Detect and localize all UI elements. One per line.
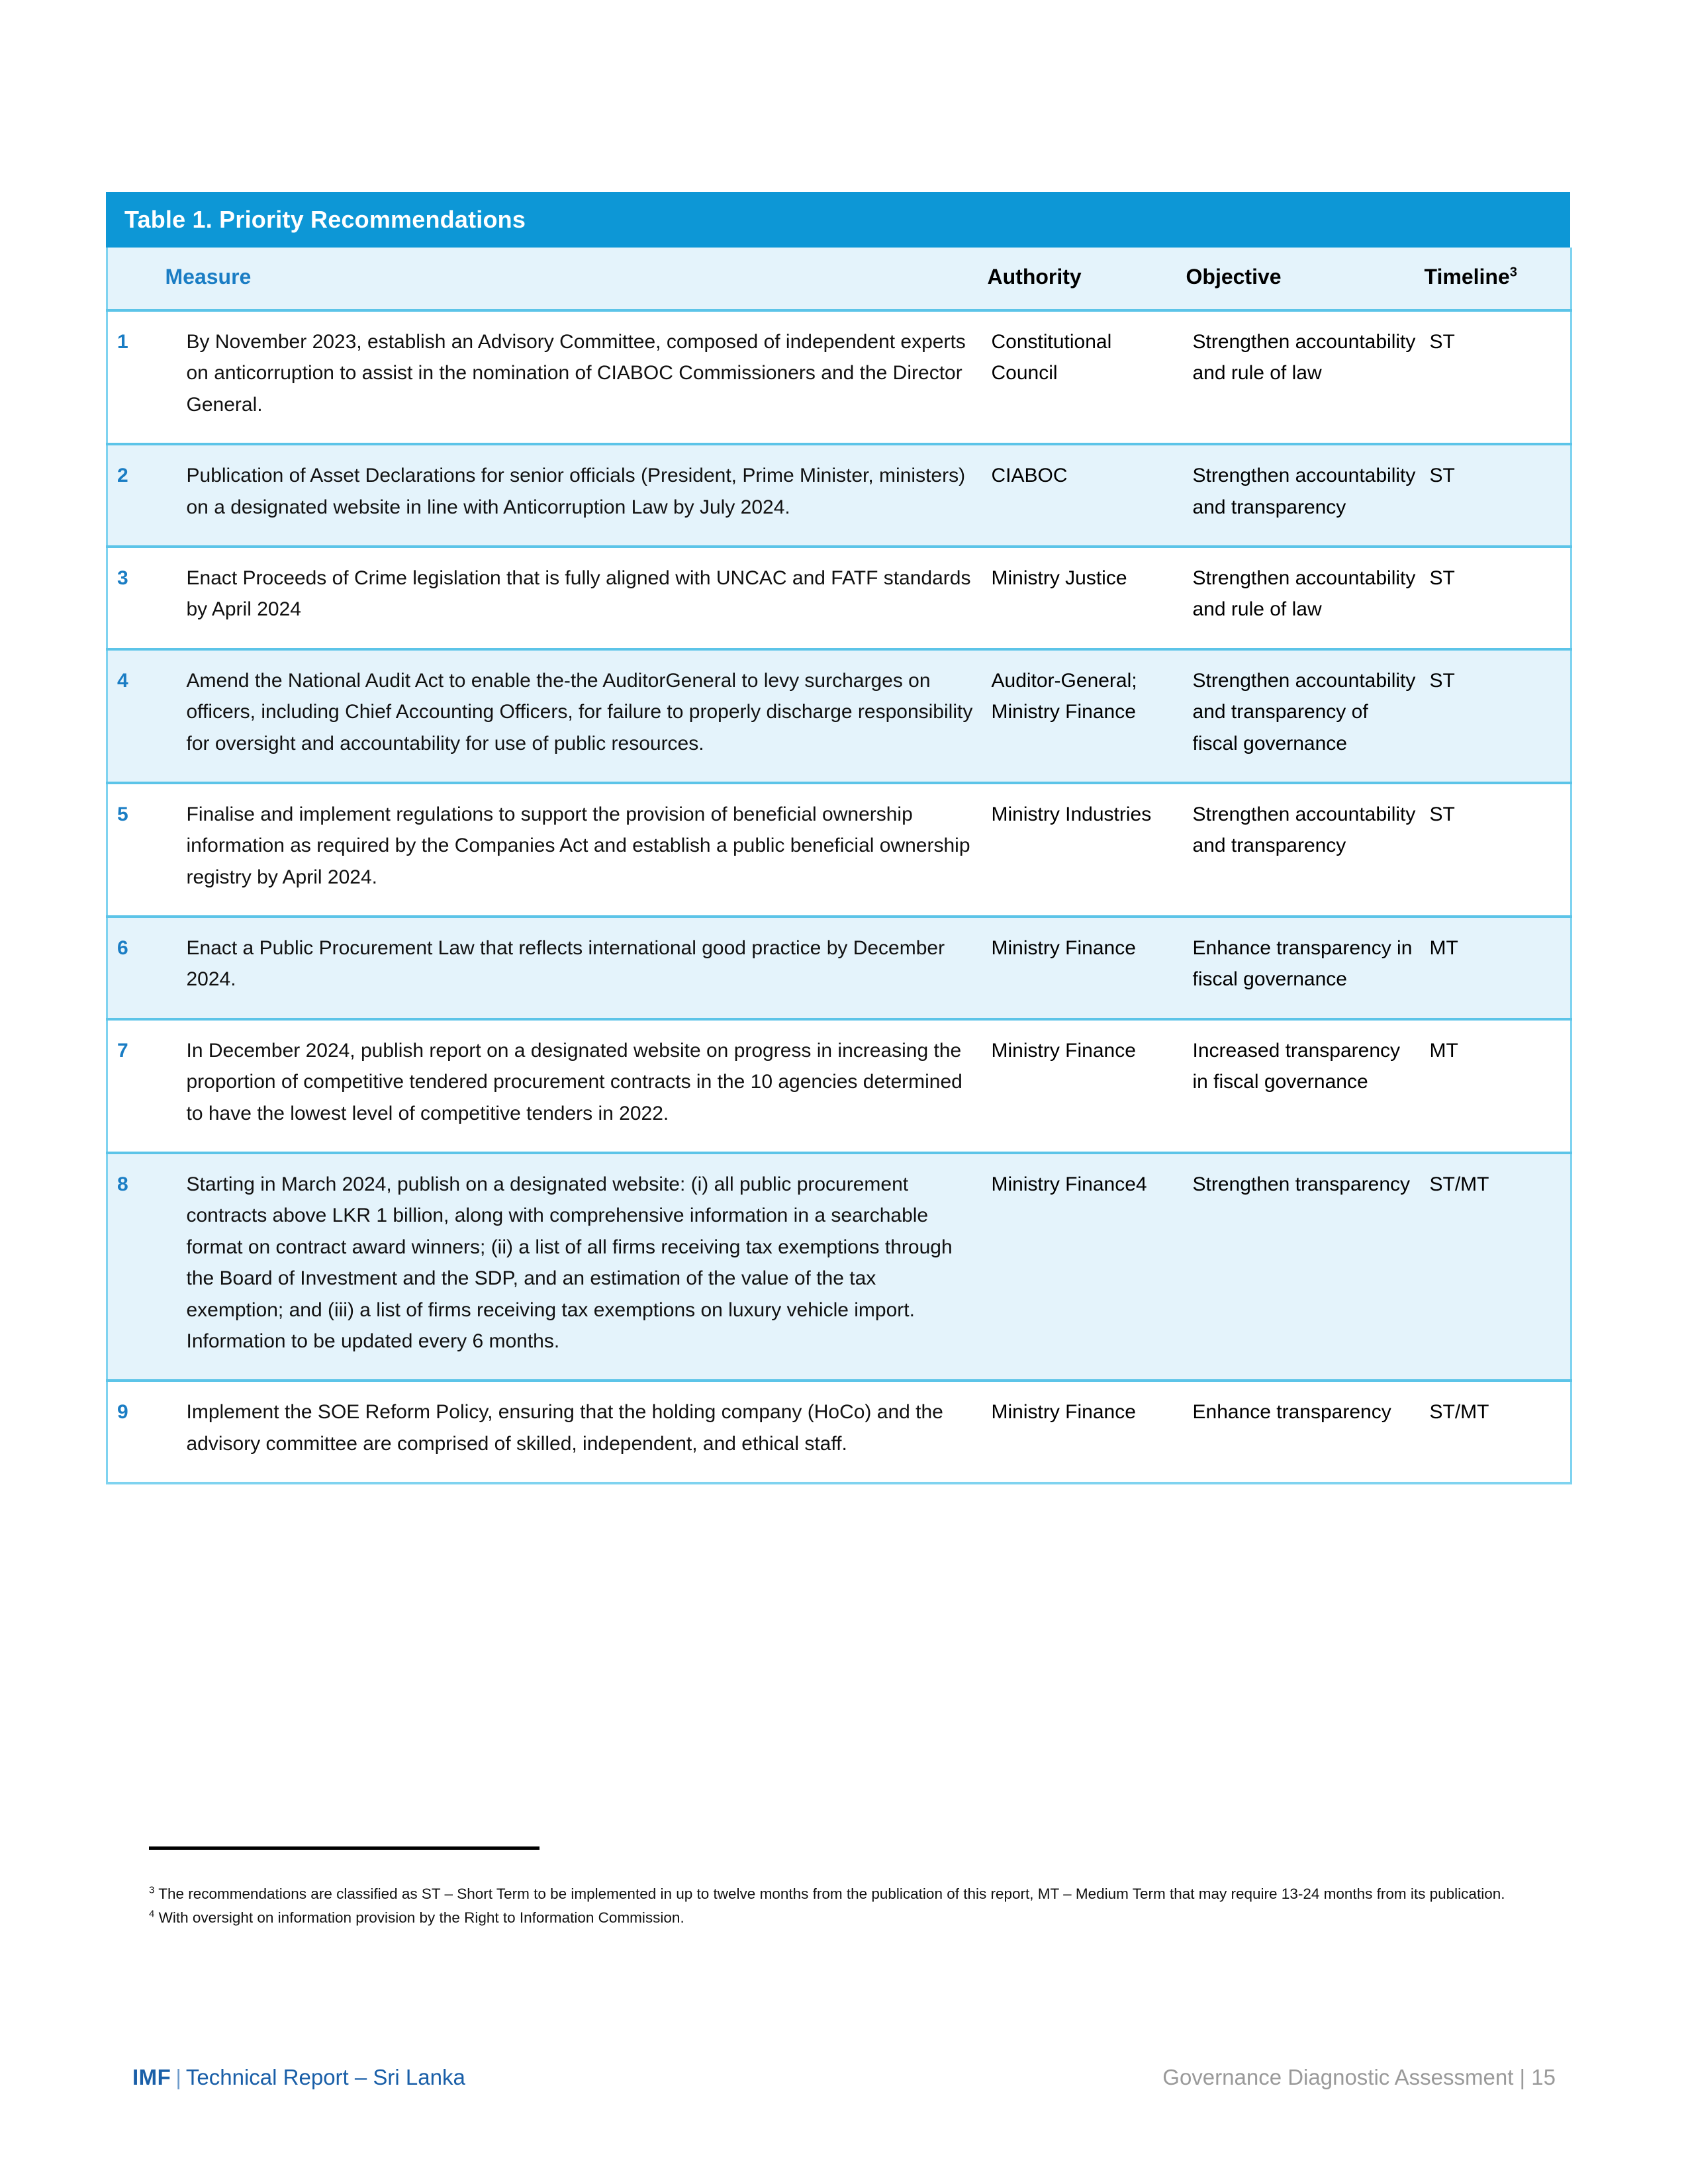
footnote-item xyxy=(149,1883,1559,1905)
row-measure: Enact Proceeds of Crime legislation that is fully aligned with UNCAC and FATF standards by April 2024 xyxy=(165,547,988,649)
row-timeline: ST/MT xyxy=(1425,1381,1571,1483)
row-measure: Implement the SOE Reform Policy, ensuring that the holding company (HoCo) and the advisory committee are comprised of skilled, independent, and ethical staff. xyxy=(165,1381,988,1483)
row-authority: Ministry Industries xyxy=(988,783,1186,917)
row-number: 2 xyxy=(107,444,165,547)
row-objective: Strengthen accountability and rule of law xyxy=(1186,310,1425,444)
table-row xyxy=(107,547,1571,649)
row-authority: Ministry Justice xyxy=(988,547,1186,649)
column-header-number xyxy=(107,248,165,310)
row-timeline: ST xyxy=(1425,444,1571,547)
row-objective: Strengthen transparency xyxy=(1186,1153,1425,1381)
row-number: 6 xyxy=(107,917,165,1019)
row-number: 4 xyxy=(107,649,165,783)
row-authority: Auditor-General; Ministry Finance xyxy=(988,649,1186,783)
row-measure: Enact a Public Procurement Law that reflects international good practice by December 2024. xyxy=(165,917,988,1019)
footer-left xyxy=(132,2065,465,2090)
row-measure: Finalise and implement regulations to support the provision of beneficial ownership information as required by the Companies Act and establish a public beneficial ownership registry by April 2024. xyxy=(165,783,988,917)
footer-report-title: Technical Report – Sri Lanka xyxy=(185,2065,465,2089)
row-number: 9 xyxy=(107,1381,165,1483)
row-timeline: ST/MT xyxy=(1425,1153,1571,1381)
row-measure: Publication of Asset Declarations for senior officials (President, Prime Minister, ministers) on a designated website in line with Anticorruption Law by July 2024. xyxy=(165,444,988,547)
footer-right: Governance Diagnostic Assessment | 15 xyxy=(1162,2065,1556,2089)
imf-logo-text: IMF xyxy=(132,2065,171,2089)
footnote-marker: 3 xyxy=(149,1884,155,1896)
table-row xyxy=(107,649,1571,783)
row-authority: Ministry Finance xyxy=(988,1019,1186,1153)
table-row xyxy=(107,783,1571,917)
footer-separator: | xyxy=(175,2065,181,2089)
row-number: 7 xyxy=(107,1019,165,1153)
row-authority: Ministry Finance xyxy=(988,917,1186,1019)
table-row xyxy=(107,917,1571,1019)
row-number: 5 xyxy=(107,783,165,917)
recommendations-table xyxy=(106,248,1572,1484)
table-title: Table 1. Priority Recommendations xyxy=(124,206,526,233)
row-objective: Strengthen accountability and transparency xyxy=(1186,444,1425,547)
column-header-measure: Measure xyxy=(165,248,988,310)
table-title-bar xyxy=(106,192,1570,248)
table-header-row xyxy=(107,248,1571,310)
row-timeline: ST xyxy=(1425,547,1571,649)
footnote-separator-rule xyxy=(149,1846,539,1850)
page-footer xyxy=(132,2065,1556,2111)
row-objective: Enhance transparency xyxy=(1186,1381,1425,1483)
column-header-authority: Authority xyxy=(988,248,1186,310)
table-body xyxy=(107,310,1571,1483)
row-authority: Ministry Finance xyxy=(988,1381,1186,1483)
row-number: 8 xyxy=(107,1153,165,1381)
row-timeline: ST xyxy=(1425,310,1571,444)
row-measure: In December 2024, publish report on a designated website on progress in increasing the proportion of competitive tendered procurement contracts in the 10 agencies determined to have the lowest level of competitive tenders in 2022. xyxy=(165,1019,988,1153)
row-measure: Starting in March 2024, publish on a designated website: (i) all public procurement contracts above LKR 1 billion, along with comprehensive information in a searchable format on contract award winners; (ii) a list of all firms receiving tax exemptions through the Board of Investment and the SDP, and an estimation of the value of the tax exemption; and (iii) a list of firms receiving tax exemptions on luxury vehicle import. Information to be updated every 6 months. xyxy=(165,1153,988,1381)
row-objective: Strengthen accountability and transparency xyxy=(1186,783,1425,917)
row-objective: Strengthen accountability and transparency of fiscal governance xyxy=(1186,649,1425,783)
row-objective: Enhance transparency in fiscal governance xyxy=(1186,917,1425,1019)
row-objective: Strengthen accountability and rule of law xyxy=(1186,547,1425,649)
table-row xyxy=(107,1381,1571,1483)
priority-recommendations-table xyxy=(106,192,1570,1484)
row-timeline: ST xyxy=(1425,649,1571,783)
table-row xyxy=(107,1019,1571,1153)
row-authority: CIABOC xyxy=(988,444,1186,547)
table-head xyxy=(107,248,1571,310)
timeline-footnote-marker: 3 xyxy=(1509,265,1517,280)
table-row xyxy=(107,310,1571,444)
row-authority: Ministry Finance4 xyxy=(988,1153,1186,1381)
column-header-timeline xyxy=(1425,248,1571,310)
column-header-timeline-label: Timeline xyxy=(1424,265,1510,289)
row-measure: By November 2023, establish an Advisory Committee, composed of independent experts on anticorruption to assist in the nomination of CIABOC Commissioners and the Director General. xyxy=(165,310,988,444)
row-authority: Constitutional Council xyxy=(988,310,1186,444)
footnotes-block xyxy=(149,1883,1559,1931)
row-timeline: ST xyxy=(1425,783,1571,917)
table-row xyxy=(107,1153,1571,1381)
row-measure: Amend the National Audit Act to enable the-the AuditorGeneral to levy surcharges on officers, including Chief Accounting Officers, for failure to properly discharge responsibility for oversight and accountability for use of public resources. xyxy=(165,649,988,783)
row-number: 1 xyxy=(107,310,165,444)
footnote-text: The recommendations are classified as ST – Short Term to be implemented in up to twelve months from the publication of this report, MT – Medium Term that may require 13-24 months from its publication. xyxy=(158,1886,1505,1902)
footnote-text: With oversight on information provision by the Right to Information Commission. xyxy=(158,1909,684,1927)
footnote-marker: 4 xyxy=(149,1908,155,1920)
footnote-item xyxy=(149,1907,1559,1929)
row-number: 3 xyxy=(107,547,165,649)
table-row xyxy=(107,444,1571,547)
row-timeline: MT xyxy=(1425,1019,1571,1153)
row-objective: Increased transparency in fiscal governance xyxy=(1186,1019,1425,1153)
column-header-objective: Objective xyxy=(1186,248,1425,310)
row-timeline: MT xyxy=(1425,917,1571,1019)
